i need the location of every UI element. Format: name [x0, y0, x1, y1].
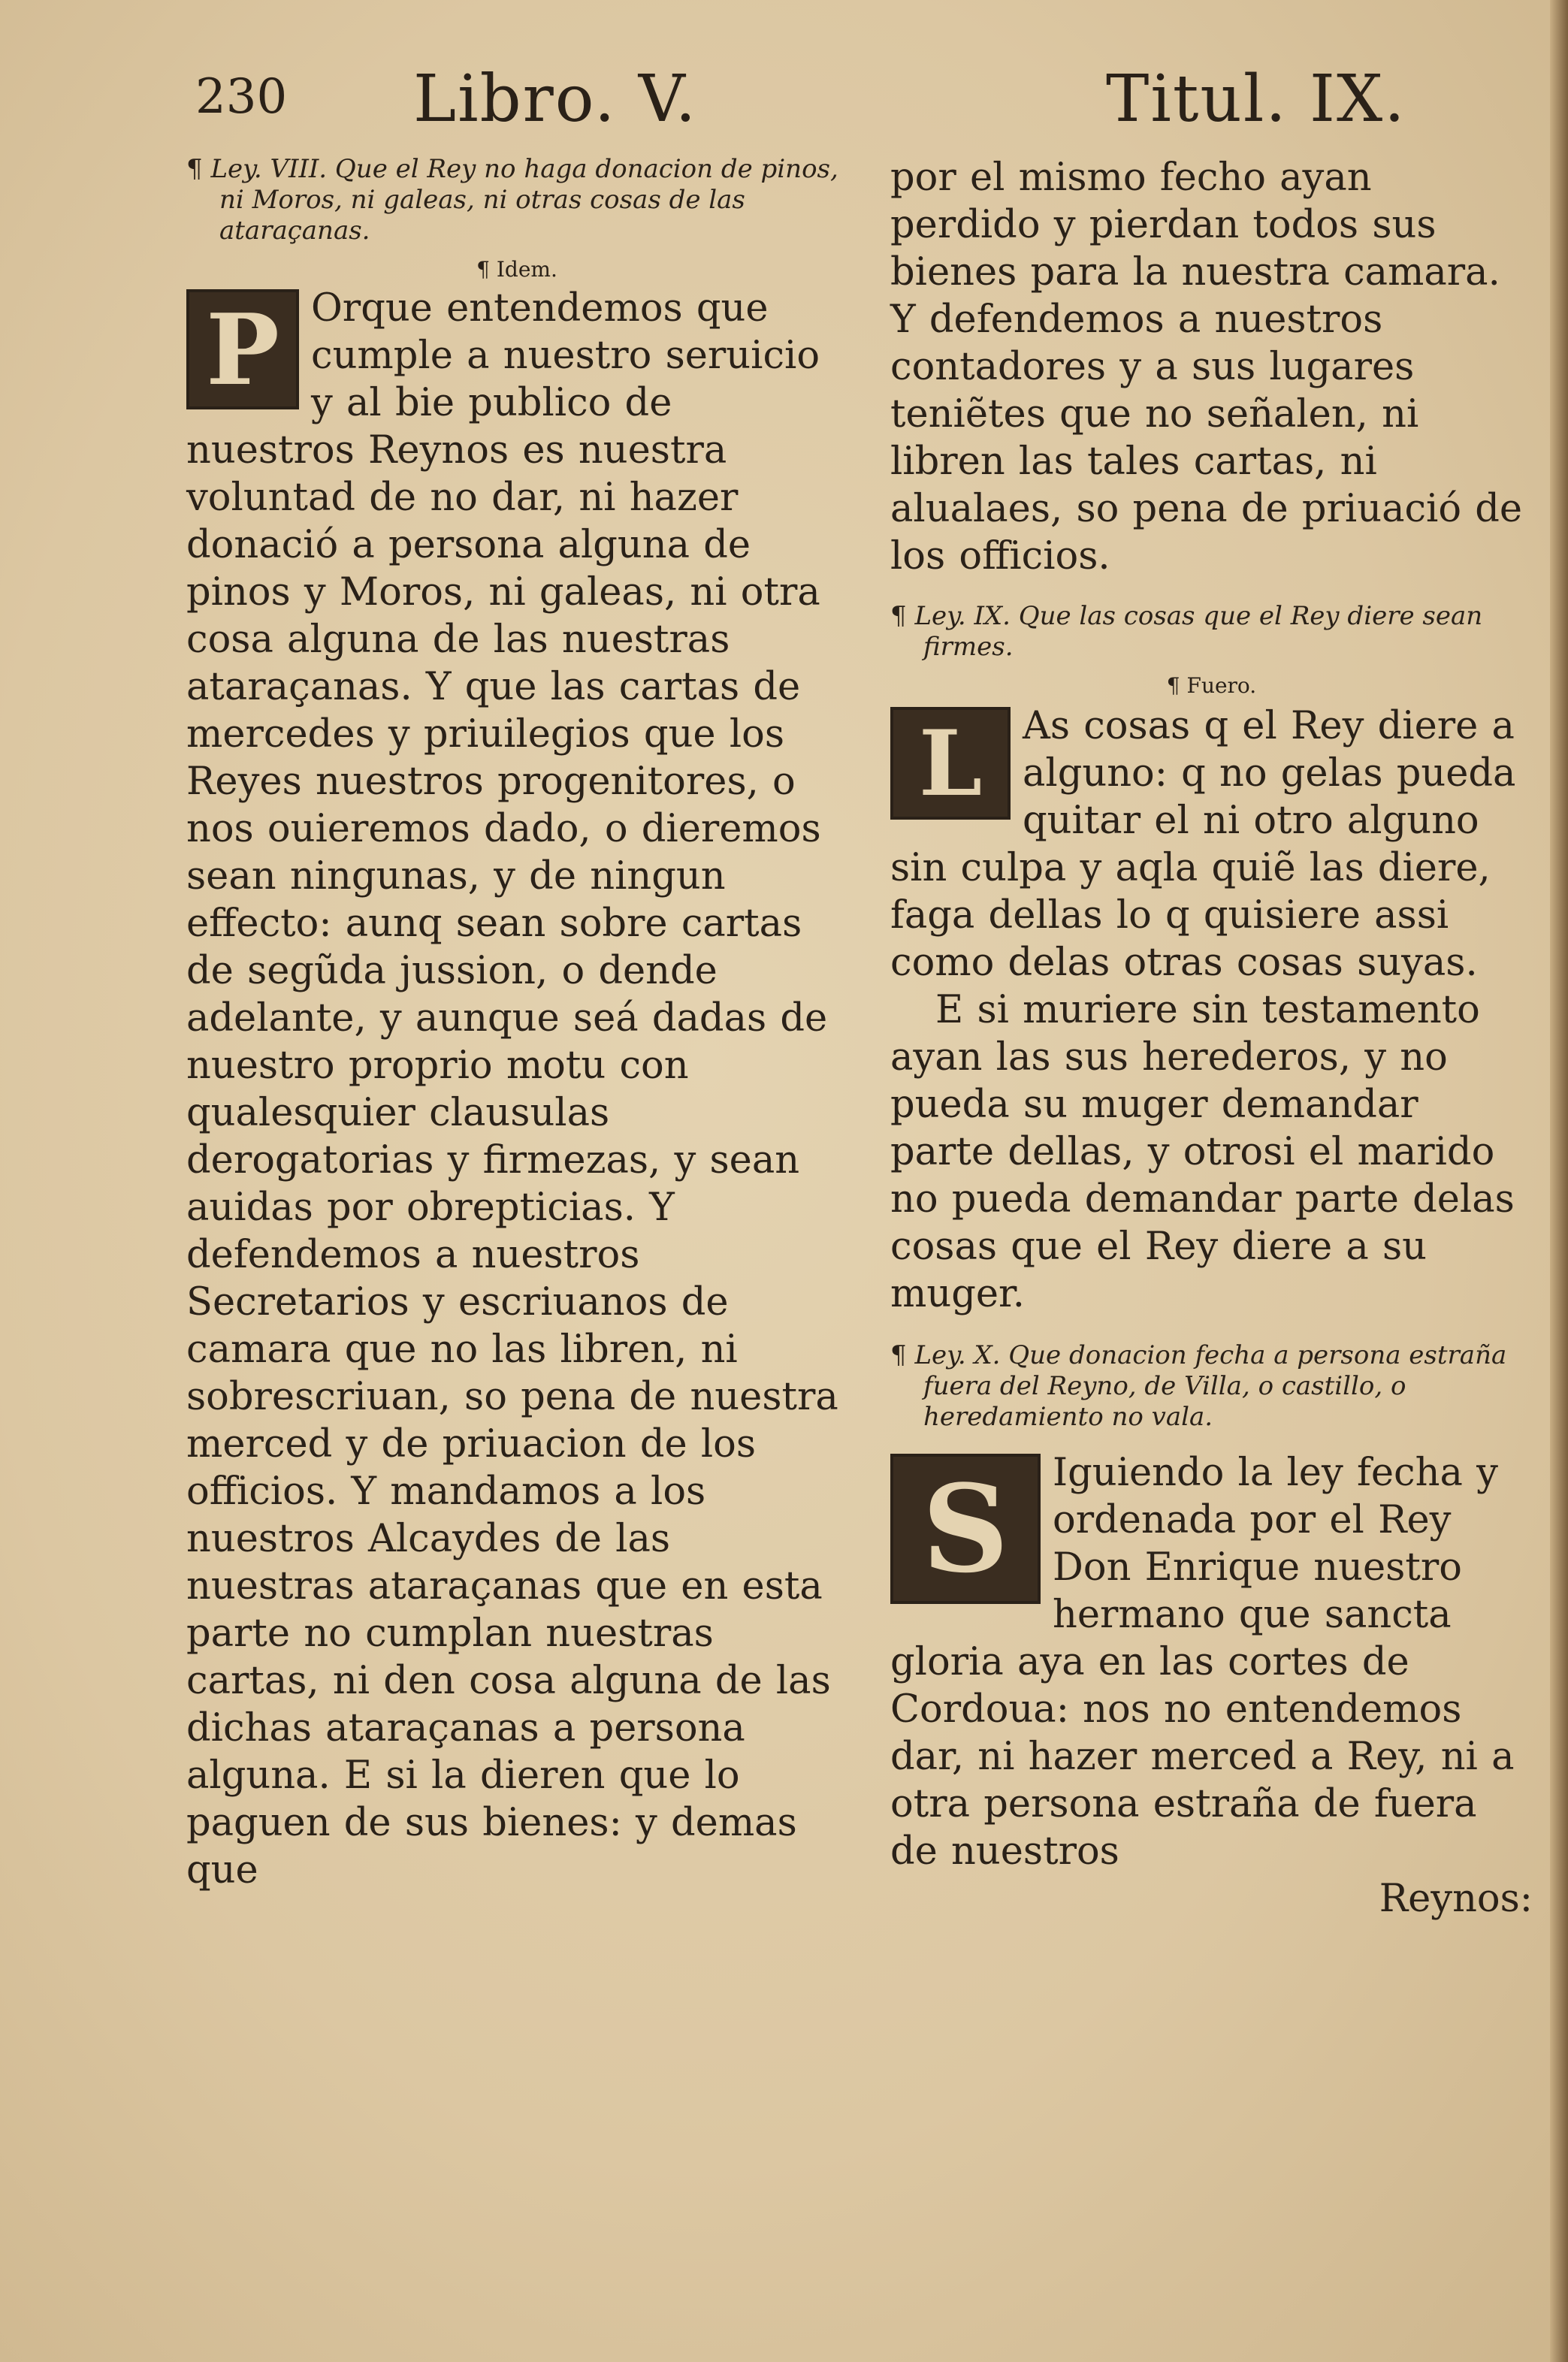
- law-8-source: ¶ Idem.: [476, 257, 557, 282]
- book-title: Libro. V.: [413, 62, 698, 137]
- law-10-text: Iguiendo la ley fecha y ordenada por el Rey Don Enrique nuestro hermano que sancta gloria aya en las cortes de Cordoua: nos no entendemos dar, ni hazer merced a Rey, ni a otra persona estraña de fuera de nuestros: [890, 1451, 1515, 1874]
- law-10-heading: [890, 1340, 1533, 1433]
- pilcrow-icon: ¶: [890, 1340, 907, 1370]
- law-8-source-text: Idem.: [496, 257, 557, 282]
- decorated-initial-s-icon: S: [890, 1454, 1041, 1604]
- law-9-body: [890, 702, 1533, 986]
- title-number: Titul. IX.: [1106, 62, 1406, 137]
- law-9-source: ¶ Fuero.: [1166, 673, 1257, 698]
- right-column: [890, 154, 1533, 1923]
- decorated-initial-l-icon: L: [890, 707, 1011, 820]
- law-9-heading-text: Ley. IX. Que las cosas que el Rey diere sean firmes.: [914, 601, 1483, 662]
- law-9-body-2: E si muriere sin testamento ayan las sus herederos, y no pueda su muger demandar parte dellas, y otrosi el marido no pueda demandar parte delas cosas que el Rey diere a su muger.: [890, 988, 1515, 1316]
- running-header: [188, 62, 1435, 144]
- page-spine-shadow: [1550, 0, 1568, 2362]
- pilcrow-icon: ¶: [186, 154, 203, 184]
- decorated-initial-p-icon: P: [186, 289, 299, 409]
- law-9-text: As cosas q el Rey diere a alguno: q no gelas pueda quitar el ni otro alguno sin culpa y aqla quiẽ las diere, faga dellas lo q quisiere assi como delas otras cosas suyas.: [890, 704, 1516, 985]
- law-9-heading: [890, 601, 1533, 663]
- folio-number: 230: [195, 69, 288, 125]
- law-8-continuation: por el mismo fecho ayan perdido y pierdan todos sus bienes para la nuestra camara. Y defendemos a nuestros contadores y a sus lugares teniẽtes que no señalen, ni libren las tales cartas, ni alualaes, so pena de priuació de los officios.: [890, 156, 1523, 578]
- left-column: [186, 154, 847, 1894]
- law-9-source-text: Fuero.: [1186, 673, 1257, 698]
- law-8-text: Orque entendemos que cumple a nuestro seruicio y al bie publico de nuestros Reynos es nuestra voluntad de no dar, ni hazer donació a persona alguna de pinos y Moros, ni galeas, ni otra cosa alguna de las nuestras ataraçanas. Y que las cartas de mercedes y priuilegios que los Reyes nuestros progenitores, o nos ouieremos dado, o dieremos sean ningunas, y de ningun effecto: aunq sean sobre cartas de segũda jussion, o dende adelante, y aunque seá dadas de nuestro proprio motu con qualesquier clausulas derogatorias y firmezas, y sean auidas por obrepticias. Y defendemos a nuestros Secretarios y escriuanos de camara que no las libren, ni sobrescriuan, so pena de nuestra merced y de priuacion de los officios. Y mandamos a los nuestros Alcaydes de las nuestras ataraçanas que en esta parte no cumplan nuestras cartas, ni den cosa alguna de las dichas ataraçanas a persona alguna. E si la dieren que lo paguen de sus bienes: y demas que: [186, 286, 838, 1892]
- pilcrow-icon: ¶: [890, 601, 907, 631]
- catchword: Reynos:: [1379, 1877, 1533, 1921]
- law-10-heading-text: Ley. X. Que donacion fecha a persona estraña fuera del Reyno, de Villa, o castillo, o heredamiento no vala.: [914, 1340, 1507, 1432]
- law-8-body: [186, 285, 847, 1894]
- law-8-heading-text: Ley. VIII. Que el Rey no haga donacion de pinos, ni Moros, ni galeas, ni otras cosas de las ataraçanas.: [210, 154, 838, 246]
- law-10-body: [890, 1449, 1533, 1875]
- law-8-heading: [186, 154, 847, 246]
